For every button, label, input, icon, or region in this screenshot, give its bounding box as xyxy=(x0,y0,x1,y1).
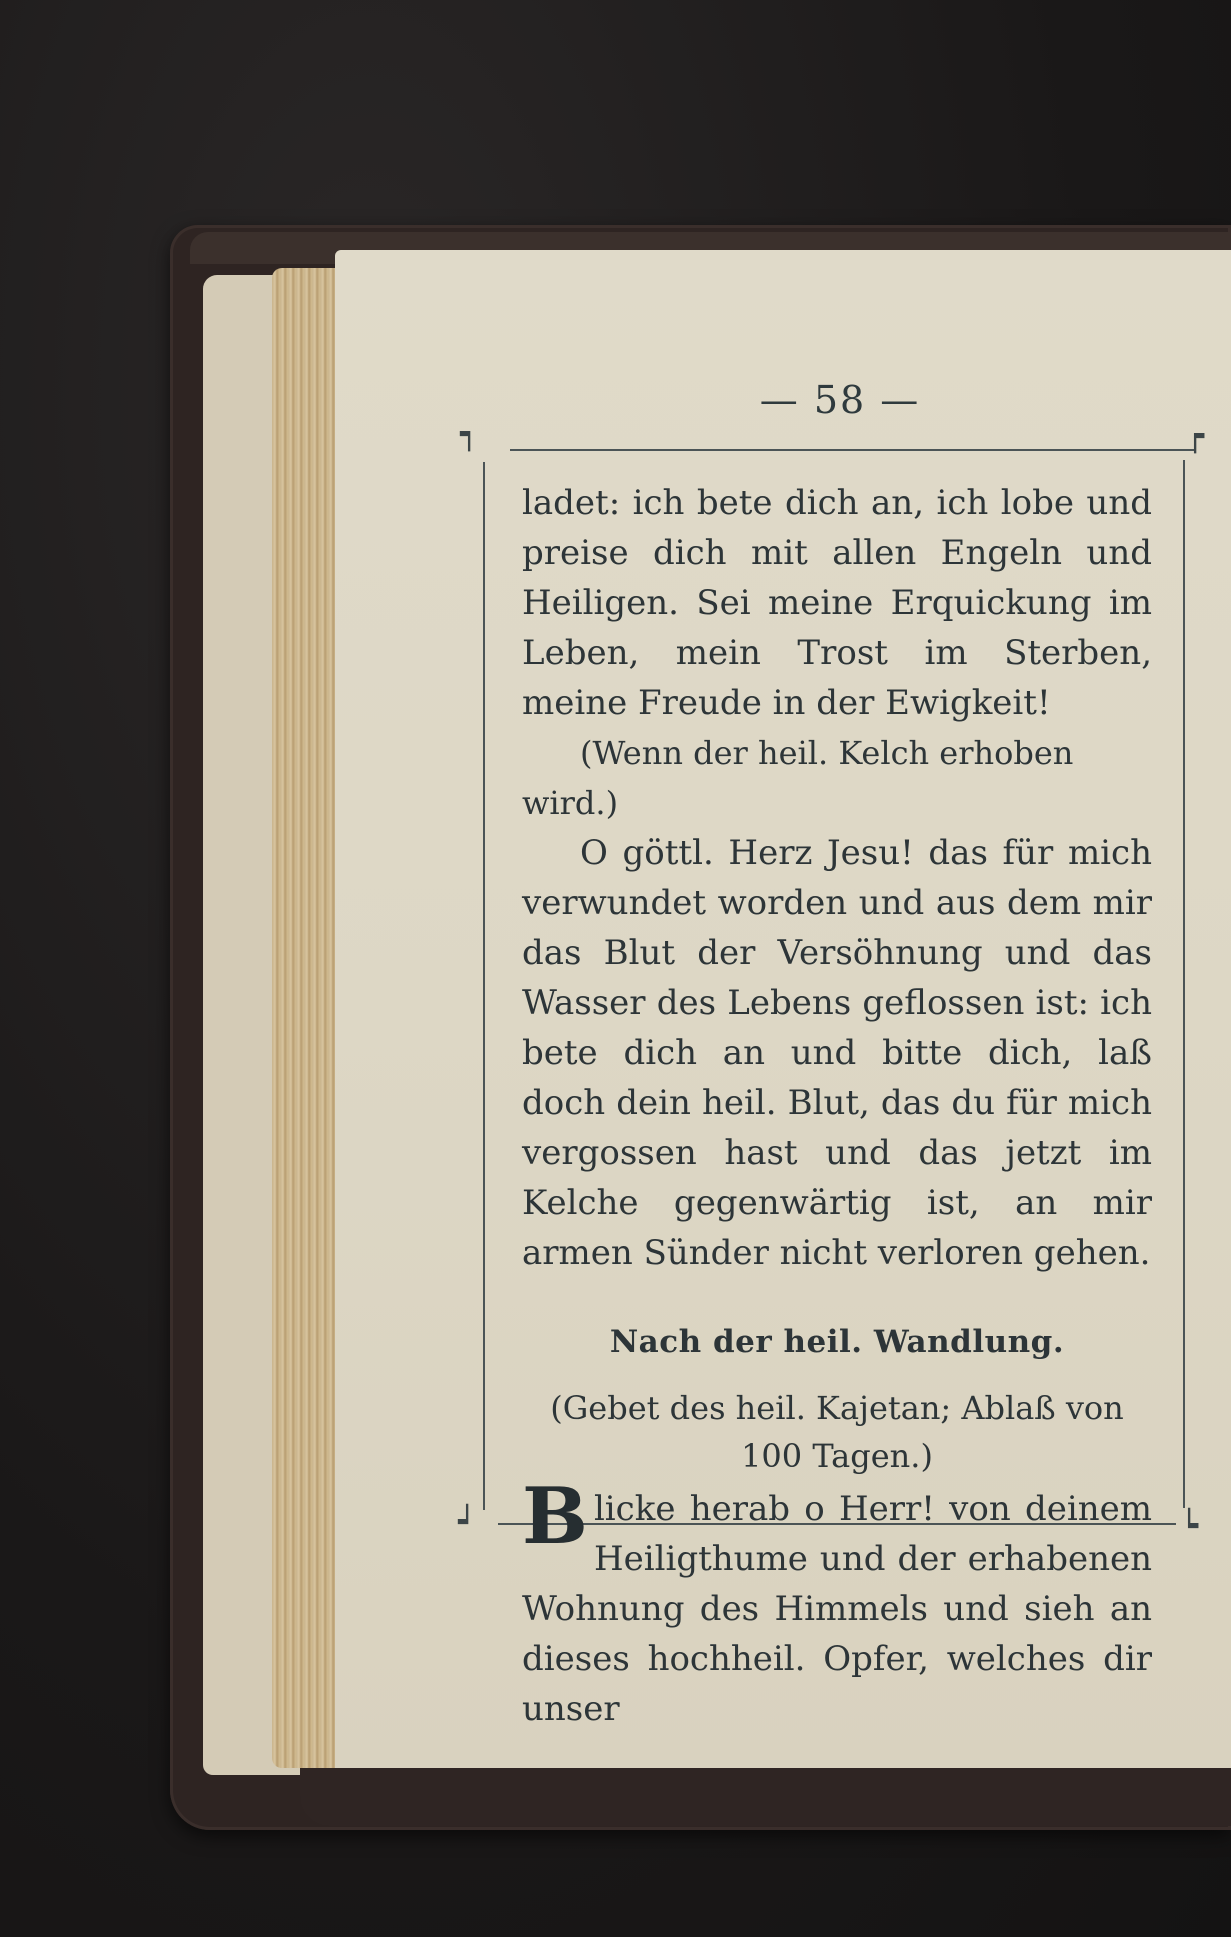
page-number: — 58 — xyxy=(759,378,921,422)
section-heading: Nach der heil. Wandlung. xyxy=(609,1324,1065,1360)
frame-top-line xyxy=(510,449,1195,451)
rubric-chalice: (Wenn der heil. Kelch erhoben wird.) xyxy=(522,734,1074,822)
frame-left-line xyxy=(483,462,485,1510)
frame-corner-bottom-right: ┕ xyxy=(1180,1509,1199,1544)
paragraph-3 xyxy=(522,1471,1152,1734)
book-cover-bottom xyxy=(300,1768,1231,1826)
frame-right-line xyxy=(1183,460,1185,1508)
frame-corner-top-left: ┑ xyxy=(460,417,479,452)
frame-corner-top-right: ┍ xyxy=(1186,419,1205,454)
section-subnote: (Gebet des heil. Kajetan; Ablaß von 100 Tagen.) xyxy=(550,1389,1124,1475)
page-stack-edge xyxy=(272,268,340,1768)
page-text xyxy=(522,478,1152,1734)
paragraph-3-text: licke herab o Herr! von deinem Heiligthume und der erhabenen Wohnung des Himmels und sieh an dieses hochheil. Opfer, welches dir unser xyxy=(522,1489,1152,1729)
drop-cap: B xyxy=(522,1471,588,1562)
paragraph-2: O göttl. Herz Jesu! das für mich verwundet worden und aus dem mir das Blut der Versöhnung und das Wasser des Lebens geflossen ist: ich bete dich an und bitte dich, laß doch dein heil. Blut, das du für mich vergossen hast und das jetzt im Kelche gegenwärtig ist, an mir armen Sünder nicht verloren gehen. xyxy=(522,833,1152,1273)
frame-corner-bottom-left: ┙ xyxy=(458,1505,477,1540)
paragraph-1: ladet: ich bete dich an, ich lobe und preise dich mit allen Engeln und Heiligen. Sei meine Erquickung im Leben, mein Trost im Sterben, meine Freude in der Ewigkeit! xyxy=(522,483,1152,723)
